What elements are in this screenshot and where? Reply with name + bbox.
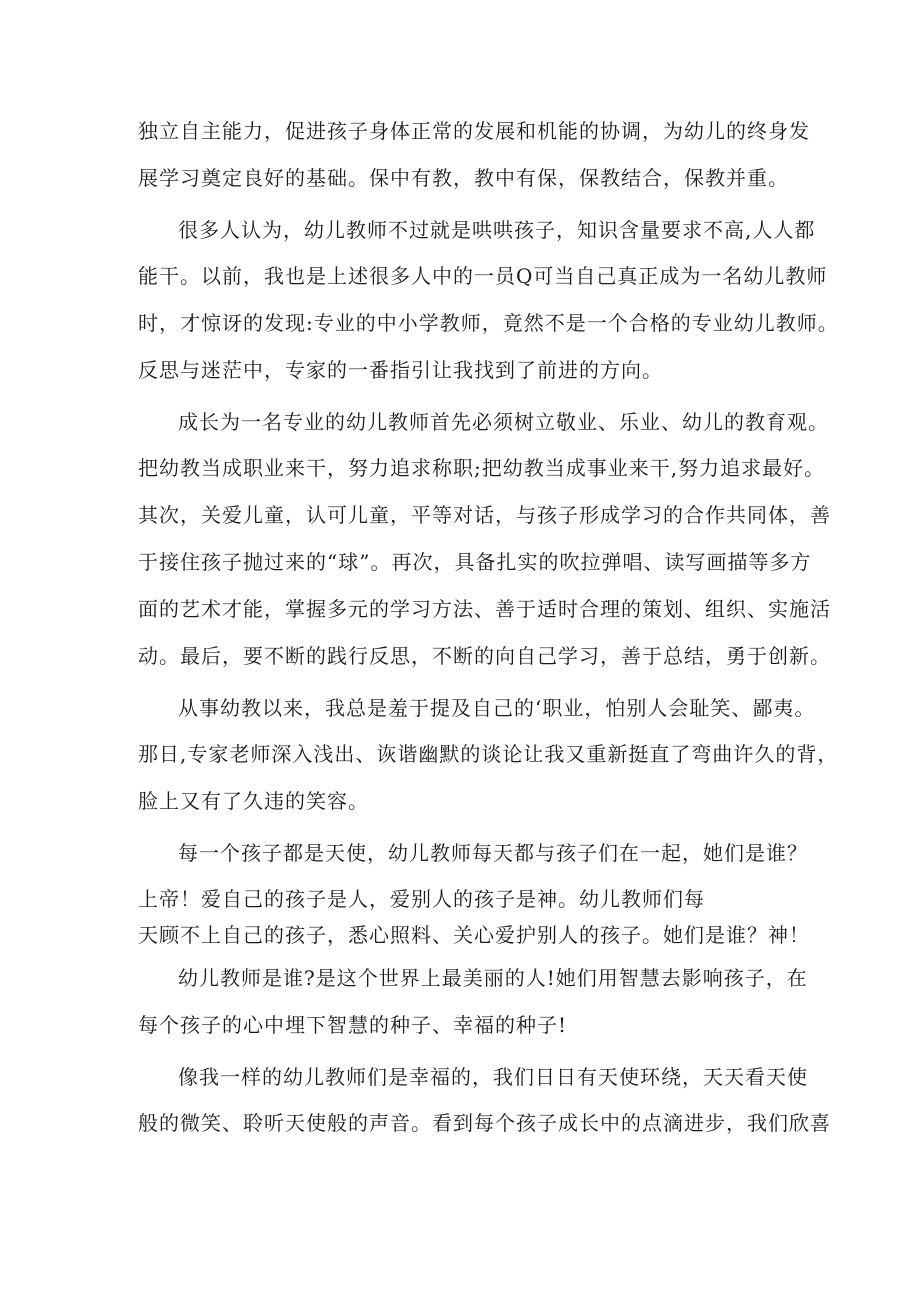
text-line: 于接住孩子抛过来的“球”。再次，具备扎实的吹拉弹唱、读写画描等多方 bbox=[138, 550, 812, 574]
text-line: 动。最后，要不断的践行反思，不断的向自己学习，善于总结，勇于创新。 bbox=[138, 644, 831, 668]
text-line: 时，才惊讶的发现:专业的中小学教师，竟然不是一个合格的专业幼儿教师。 bbox=[138, 311, 839, 335]
text-line: 脸上又有了久违的笑容。 bbox=[138, 789, 369, 813]
text-line: 幼儿教师是谁?是这个世界上最美丽的人!她们用智慧去影响孩子，在 bbox=[178, 966, 808, 990]
text-line: 上帝！爱自己的孩子是人，爱别人的孩子是神。幼儿教师们每 bbox=[138, 887, 705, 911]
text-line: 面的艺术才能，掌握多元的学习方法、善于适时合理的策划、组织、实施活 bbox=[138, 597, 831, 621]
text-line: 很多人认为，幼儿教师不过就是哄哄孩子，知识含量要求不高,人人都 bbox=[178, 218, 816, 242]
text-line: 展学习奠定良好的基础。保中有教，教中有保，保教结合，保教并重。 bbox=[138, 166, 789, 190]
text-line: 能干。以前，我也是上述很多人中的一员Q可当自己真正成为一名幼儿教师 bbox=[138, 264, 828, 288]
text-line: 那日,专家老师深入浅出、诙谐幽默的谈论让我又重新挺直了弯曲许久的背， bbox=[138, 742, 839, 766]
text-line: 每一个孩子都是天使，幼儿教师每天都与孩子们在一起，她们是谁？ bbox=[178, 841, 808, 865]
text-line: 般的微笑、聆听天使般的声音。看到每个孩子成长中的点滴进步，我们欣喜 bbox=[138, 1111, 831, 1135]
text-line: 其次，关爱儿童，认可儿童，平等对话，与孩子形成学习的合作共同体，善 bbox=[138, 503, 831, 527]
text-line: 像我一样的幼儿教师们是幸福的，我们日日有天使环绕，天天看天使 bbox=[178, 1065, 808, 1089]
text-line: 独立自主能力，促进孩子身体正常的发展和机能的协调，为幼儿的终身发 bbox=[138, 119, 810, 143]
text-line: 每个孩子的心中埋下智慧的种子、幸福的种子! bbox=[138, 1013, 568, 1037]
text-line: 把幼教当成职业来干，努力追求称职;把幼教当成事业来干,努力追求最好。 bbox=[138, 456, 826, 480]
text-line: 反思与迷茫中，专家的一番指引让我找到了前进的方向。 bbox=[138, 358, 663, 382]
text-line: 成长为一名专业的幼儿教师首先必须树立敬业、乐业、幼儿的教育观。 bbox=[178, 410, 829, 434]
text-line: 天顾不上自己的孩子，悉心照料、关心爱护别人的孩子。她们是谁？神！ bbox=[138, 923, 810, 947]
text-line: 从事幼教以来，我总是羞于提及自己的‘职业，怕别人会耻笑、鄙夷。 bbox=[178, 696, 816, 720]
